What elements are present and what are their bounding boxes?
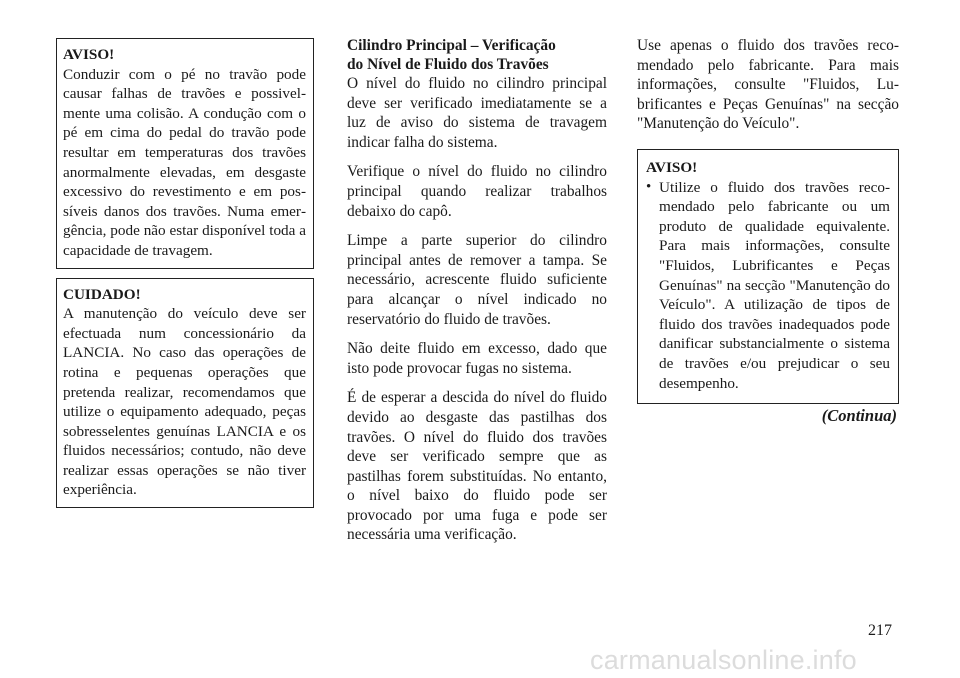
watermark: carmanualsonline.info (590, 645, 857, 675)
page-number: 217 (868, 622, 892, 639)
warning-title: AVISO! (646, 158, 698, 176)
warning-bullet-text: Utilize o fluido dos travões recomendado pelo fabricante ou um produto de qualidade equivalente. Para mais informações, consulte "Fluidos, Lubrificantes e Peças Genuínas" na secção "Manutenção do Veículo". A utilização de tipos de fluido dos travões inadequados pode danificar substancialmente o sistema de travões e/ou prejudicar o seu desempenho. (659, 178, 890, 392)
warning-title: AVISO! (63, 46, 115, 63)
warning-text: Conduzir com o pé no travão pode causar falhas de travões e possivelmente uma colisão. A condução com o pé em cima do pedal do travão pode resultar em temperaturas dos travões anormalmente elevadas, em desgaste excessivo do revestimento e em possíveis danos dos travões. Numa emergência, pode não estar disponível toda a capacidade de travagem. (63, 65, 306, 259)
paragraph: Limpe a parte superior do cilindro principal antes de remover a tampa. Se necessário, acrescente fluido suficiente para alcançar o nível indicado no reservatório do fluido de travões. (347, 232, 607, 328)
section-heading (347, 36, 607, 74)
paragraph: O nível do fluido no cilindro principal deve ser verificado imediatamente se a luz de aviso do sistema de travagem indicar falha do sistema. (347, 75, 607, 151)
caution-text: A manutenção do veículo deve ser efectuada num concessionário da LANCIA. No caso das operações de rotina e pequenas operações que pretenda realizar, recomendamos que utilize o equipamento adequado, peças sobresselentes genuínas LANCIA e os fluidos necessários; contudo, não deve realizar essas operações se não tiver experiência. (63, 305, 306, 499)
fluid-intro-paragraph: Use apenas o fluido dos travões recomendado pelo fabricante. Para mais informações, consulte "Fluidos, Lubrificantes e Peças Genuínas" na secção "Manutenção do Veículo". (637, 37, 899, 133)
continued-label: (Continua) (821, 406, 897, 426)
bullet-icon: • (646, 178, 652, 195)
caution-box-maintenance (56, 278, 314, 509)
paragraph: É de esperar a descida do nível do fluido devido ao desgaste das pastilhas dos travões. O nível do fluido dos travões deve ser verificado sempre que as pastilhas forem substituídas. No entanto, o nível baixo do fluido pode ser provocado por uma fuga e pode ser necessária uma verificação. (347, 389, 607, 544)
warning-box-braking (56, 38, 314, 269)
paragraph: Não deite fluido em excesso, dado que isto pode provocar fugas no sistema. (347, 340, 607, 377)
right-column (637, 36, 899, 426)
paragraph: Verifique o nível do fluido no cilindro principal quando realizar trabalhos debaixo do capô. (347, 163, 607, 220)
warning-box-fluid (637, 149, 899, 404)
warning-bullet-item (646, 178, 890, 394)
middle-column (347, 36, 607, 555)
caution-title: CUIDADO! (63, 285, 141, 303)
left-column (56, 38, 314, 508)
section-heading-line2: do Nível de Fluido dos Travões (347, 56, 549, 73)
section-heading-line1: Cilindro Principal – Verificação (347, 37, 556, 54)
